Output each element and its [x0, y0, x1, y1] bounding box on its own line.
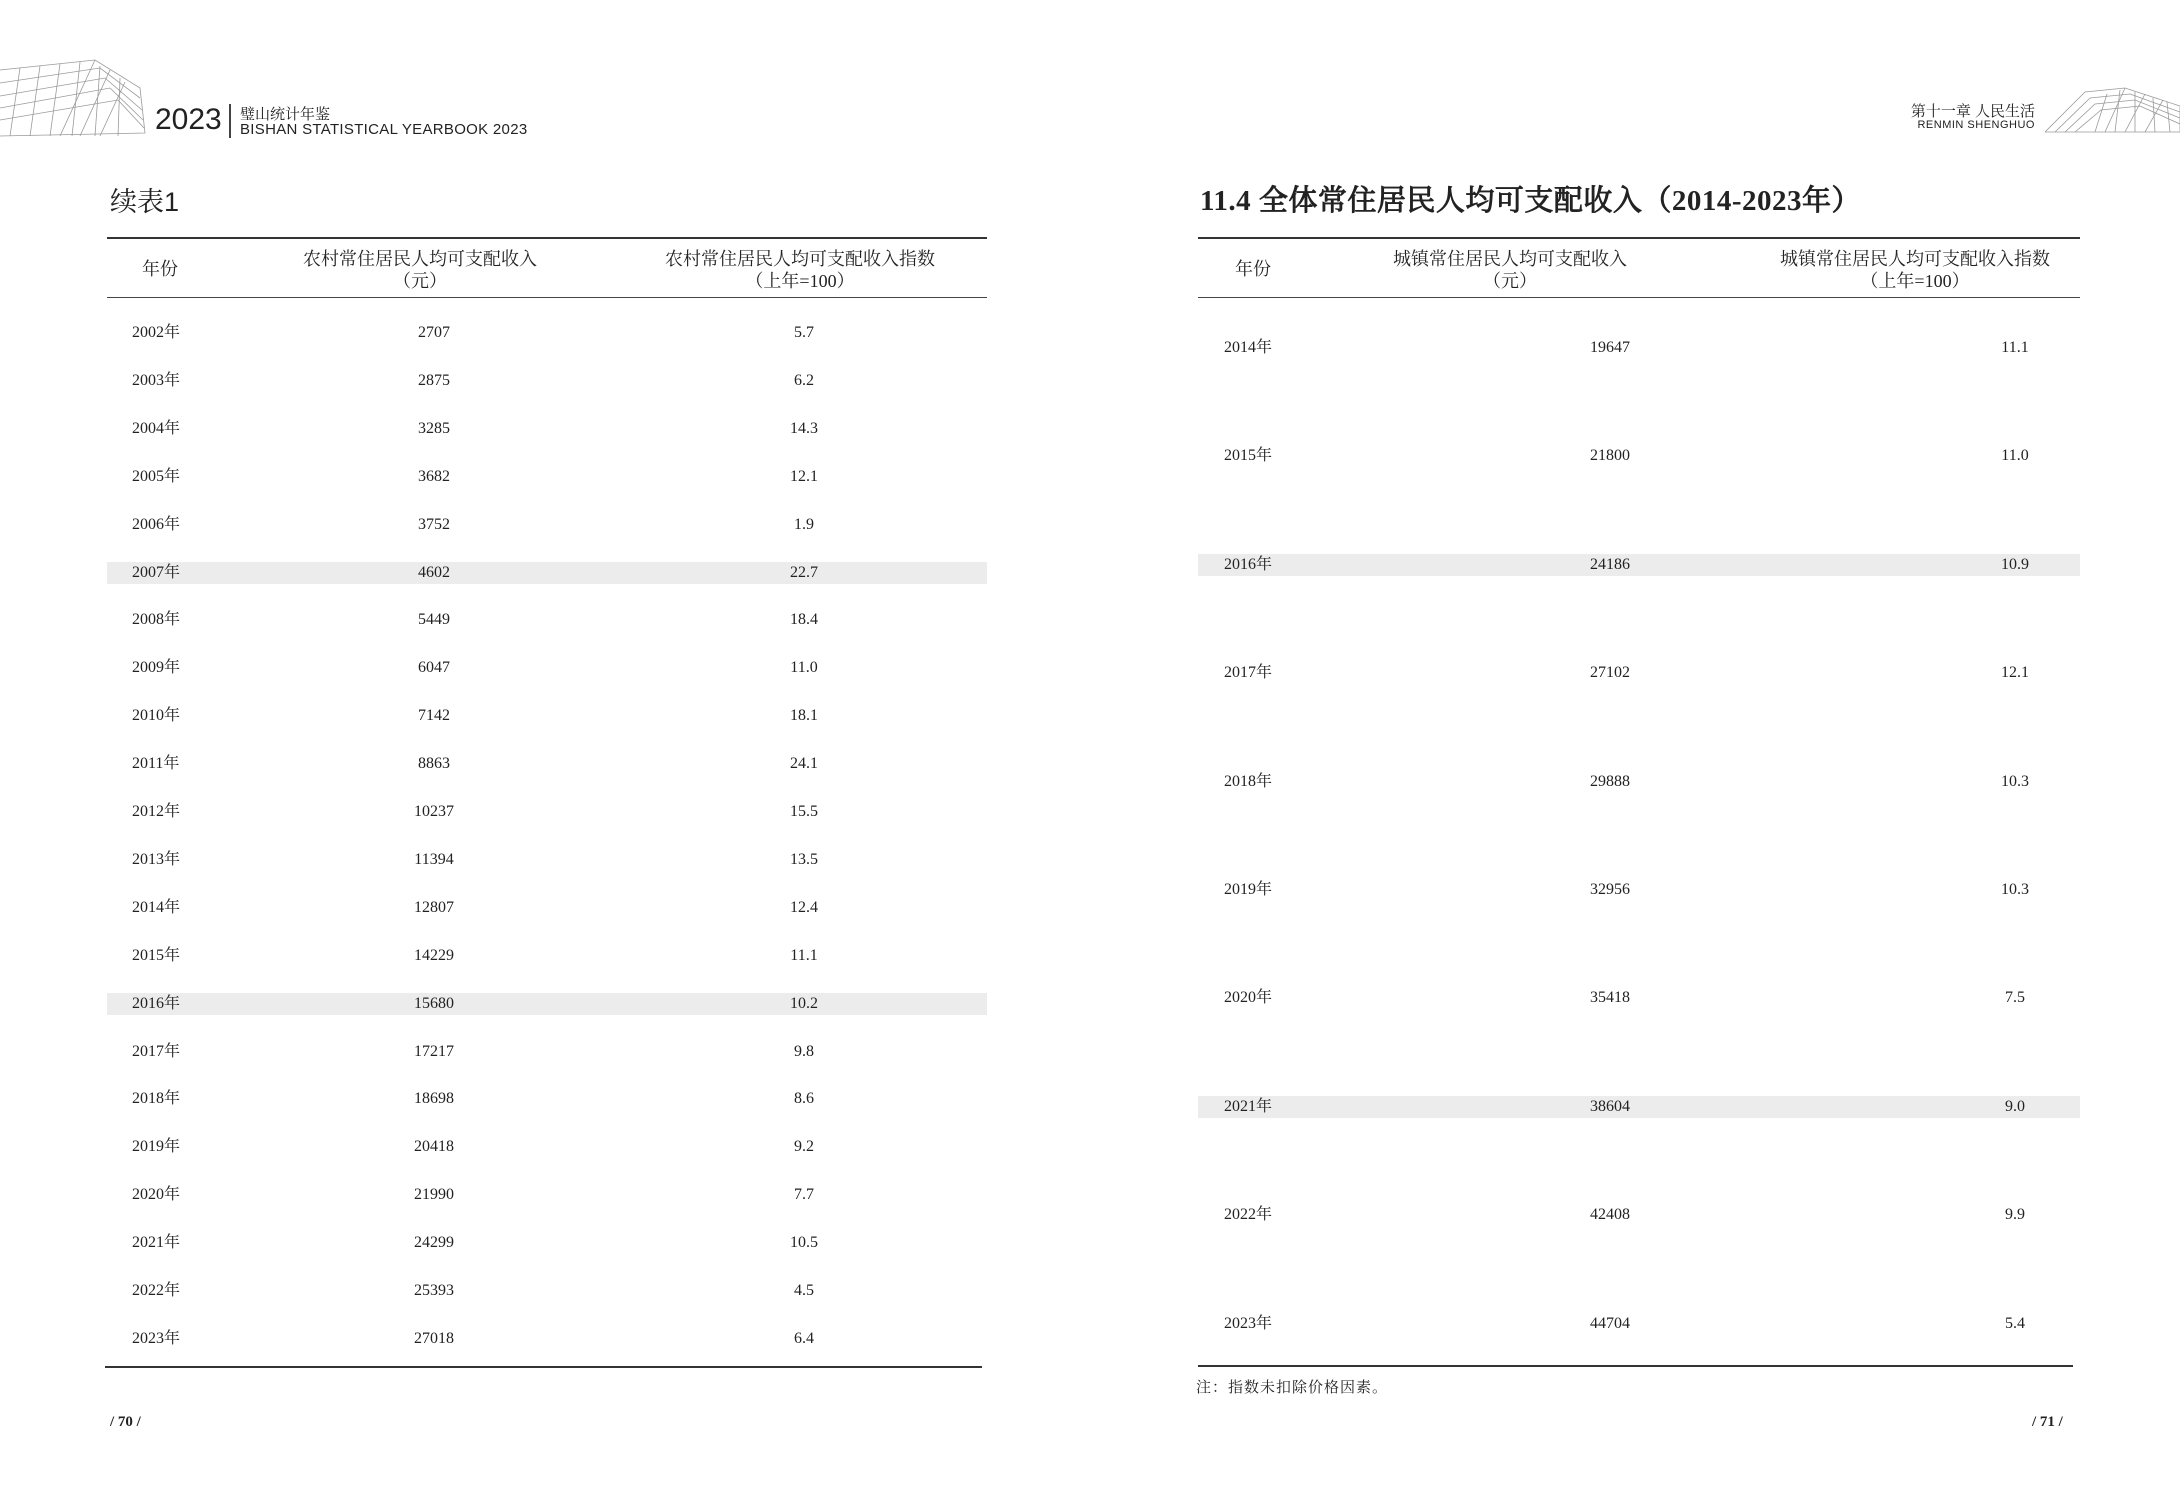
cell-income: 20418 [414, 1138, 454, 1156]
cell-year: 2005年 [132, 467, 181, 485]
yearbook-title-en: BISHAN STATISTICAL YEARBOOK 2023 [240, 121, 528, 138]
cell-year: 2018年 [1224, 772, 1273, 790]
left-table-header-rule [107, 297, 987, 298]
yearbook-title-cn: 璧山统计年鉴 [240, 106, 331, 123]
cell-index: 6.4 [794, 1329, 814, 1347]
cell-index: 10.3 [2001, 881, 2029, 898]
cell-index: 11.0 [2001, 447, 2029, 465]
cell-index: 22.7 [790, 563, 818, 581]
cell-year: 2019年 [1224, 881, 1273, 898]
table-row [107, 323, 987, 343]
cell-income: 11394 [414, 850, 454, 868]
table-row [107, 946, 987, 966]
cell-income: 35418 [1590, 989, 1630, 1007]
cell-index: 13.5 [790, 850, 818, 868]
cell-income: 27018 [414, 1329, 454, 1347]
table-note: 注：指数未扣除价格因素。 [1196, 1380, 1389, 1396]
cell-index: 18.1 [790, 707, 818, 725]
cell-income: 21800 [1590, 447, 1630, 465]
table-row [107, 1329, 987, 1349]
cell-year: 2012年 [132, 803, 181, 820]
table-row [107, 850, 987, 870]
cell-index: 9.0 [2005, 1097, 2025, 1115]
cell-income: 29888 [1590, 772, 1630, 790]
cell-income: 2875 [418, 371, 450, 389]
cell-index: 14.3 [790, 419, 818, 437]
table-row [1198, 988, 2080, 1008]
right-header-index-line1: 城镇常住居民人均可支配收入指数 [1780, 249, 2050, 269]
table-row [107, 419, 987, 439]
table-row [1198, 880, 2080, 900]
table-row [107, 706, 987, 726]
cell-income: 25393 [414, 1282, 454, 1299]
table-row [1198, 555, 2080, 575]
chapter-title-en: RENMIN SHENGHUO [1917, 119, 2035, 131]
left-page-number: / 70 / [110, 1414, 141, 1430]
table-row [107, 1233, 987, 1253]
cell-year: 2017年 [1224, 664, 1273, 682]
right-header-index-unit: （上年=100） [1860, 271, 1970, 291]
cell-index: 9.8 [794, 1042, 814, 1060]
chapter-title-cn: 第十一章 人民生活 [1910, 103, 2035, 120]
cell-index: 5.4 [2005, 1314, 2025, 1332]
table-row [107, 610, 987, 630]
cell-index: 12.4 [790, 898, 818, 916]
cell-year: 2016年 [132, 994, 181, 1012]
cell-income: 32956 [1590, 881, 1630, 898]
cell-year: 2004年 [132, 419, 181, 437]
cell-income: 12807 [414, 898, 454, 916]
header-divider [229, 104, 231, 138]
cell-year: 2021年 [132, 1234, 181, 1252]
cell-index: 4.5 [794, 1282, 814, 1299]
cell-year: 2015年 [132, 946, 181, 964]
cell-year: 2017年 [132, 1042, 181, 1060]
cell-income: 8863 [418, 755, 450, 773]
cell-index: 7.7 [794, 1186, 814, 1204]
cell-income: 10237 [414, 803, 454, 820]
cell-year: 2020年 [1224, 989, 1273, 1007]
cell-income: 24186 [1590, 555, 1630, 573]
cell-index: 12.1 [790, 467, 818, 485]
cell-index: 10.5 [790, 1234, 818, 1252]
cell-index: 1.9 [794, 515, 814, 533]
table-continued-caption: 续表1 [110, 187, 180, 217]
cell-income: 3682 [418, 467, 450, 485]
table-row [1198, 1314, 2080, 1334]
table-row [1198, 446, 2080, 466]
right-header-index [1735, 248, 2095, 292]
cell-year: 2015年 [1224, 447, 1273, 465]
cell-index: 10.2 [790, 994, 818, 1012]
cell-index: 11.1 [790, 946, 818, 964]
cell-index: 11.1 [2001, 339, 2029, 356]
cell-index: 12.1 [2001, 664, 2029, 682]
cell-year: 2002年 [132, 324, 181, 341]
cell-year: 2020年 [132, 1186, 181, 1204]
cell-index: 15.5 [790, 803, 818, 820]
cell-index: 10.3 [2001, 772, 2029, 790]
table-row [107, 515, 987, 535]
cell-income: 21990 [414, 1186, 454, 1204]
cell-year: 2008年 [132, 611, 181, 629]
left-header-year: 年份 [142, 259, 178, 279]
cell-income: 3752 [418, 515, 450, 533]
cell-year: 2009年 [132, 659, 181, 677]
table-row [1198, 663, 2080, 683]
cell-income: 14229 [414, 946, 454, 964]
right-table-top-rule [1198, 237, 2080, 239]
table-row [107, 1281, 987, 1301]
cell-income: 17217 [414, 1042, 454, 1060]
cell-income: 42408 [1590, 1206, 1630, 1224]
left-header-income [250, 248, 590, 292]
cell-income: 44704 [1590, 1314, 1630, 1332]
cell-index: 24.1 [790, 755, 818, 773]
table-row [107, 754, 987, 774]
cell-index: 11.0 [790, 659, 818, 677]
right-header-income [1340, 248, 1680, 292]
cell-index: 10.9 [2001, 555, 2029, 573]
cell-income: 5449 [418, 611, 450, 629]
cell-income: 19647 [1590, 339, 1630, 356]
table-row [1198, 1097, 2080, 1117]
table-row [107, 802, 987, 822]
right-page-number: / 71 / [2032, 1414, 2063, 1430]
cell-index: 18.4 [790, 611, 818, 629]
left-header-index-unit: （上年=100） [745, 271, 855, 291]
cell-income: 7142 [418, 707, 450, 725]
cell-year: 2007年 [132, 563, 181, 581]
table-row [107, 371, 987, 391]
cell-year: 2018年 [132, 1090, 181, 1108]
cell-year: 2003年 [132, 371, 181, 389]
table-row [107, 658, 987, 678]
table-row [107, 563, 987, 583]
right-header-income-unit: （元） [1483, 271, 1537, 291]
cell-year: 2022年 [1224, 1206, 1273, 1224]
left-header-index-line1: 农村常住居民人均可支配收入指数 [665, 249, 935, 269]
cell-year: 2013年 [132, 850, 181, 868]
stadium-line-art-right [2045, 86, 2180, 134]
cell-income: 15680 [414, 994, 454, 1012]
yearbook-year: 2023 [155, 103, 222, 136]
cell-year: 2019年 [132, 1138, 181, 1156]
table-row [107, 467, 987, 487]
cell-index: 5.7 [794, 324, 814, 341]
cell-index: 6.2 [794, 371, 814, 389]
table-row [1198, 1205, 2080, 1225]
table-row [107, 1042, 987, 1062]
cell-year: 2016年 [1224, 555, 1273, 573]
table-title: 11.4 全体常住居民人均可支配收入（2014-2023年） [1200, 185, 1862, 217]
table-row [1198, 338, 2080, 358]
cell-year: 2014年 [1224, 339, 1273, 356]
left-header-index [620, 248, 980, 292]
table-row [107, 898, 987, 918]
table-row [107, 1137, 987, 1157]
cell-year: 2014年 [132, 898, 181, 916]
cell-year: 2022年 [132, 1282, 181, 1299]
table-row [107, 1185, 987, 1205]
cell-index: 7.5 [2005, 989, 2025, 1007]
table-row [107, 1089, 987, 1109]
cell-year: 2023年 [132, 1329, 181, 1347]
cell-income: 27102 [1590, 664, 1630, 682]
cell-income: 38604 [1590, 1097, 1630, 1115]
cell-year: 2011年 [132, 755, 180, 773]
cell-income: 18698 [414, 1090, 454, 1108]
cell-income: 2707 [418, 324, 450, 341]
left-header-income-line1: 农村常住居民人均可支配收入 [303, 249, 537, 269]
cell-year: 2010年 [132, 707, 181, 725]
cell-index: 9.9 [2005, 1206, 2025, 1224]
cell-index: 8.6 [794, 1090, 814, 1108]
stadium-line-art-left [0, 58, 150, 138]
cell-year: 2006年 [132, 515, 181, 533]
right-table-bottom-rule [1198, 1365, 2073, 1367]
table-row [107, 994, 987, 1014]
left-table-bottom-rule [105, 1366, 982, 1368]
left-header-income-unit: （元） [393, 271, 447, 291]
right-table-header-rule [1198, 297, 2080, 298]
cell-year: 2021年 [1224, 1097, 1273, 1115]
right-header-income-line1: 城镇常住居民人均可支配收入 [1393, 249, 1627, 269]
table-row [1198, 772, 2080, 792]
cell-index: 9.2 [794, 1138, 814, 1156]
left-table-top-rule [107, 237, 987, 239]
cell-income: 24299 [414, 1234, 454, 1252]
cell-income: 6047 [418, 659, 450, 677]
cell-year: 2023年 [1224, 1314, 1273, 1332]
right-header-year: 年份 [1235, 259, 1271, 279]
cell-income: 3285 [418, 419, 450, 437]
cell-income: 4602 [418, 563, 450, 581]
